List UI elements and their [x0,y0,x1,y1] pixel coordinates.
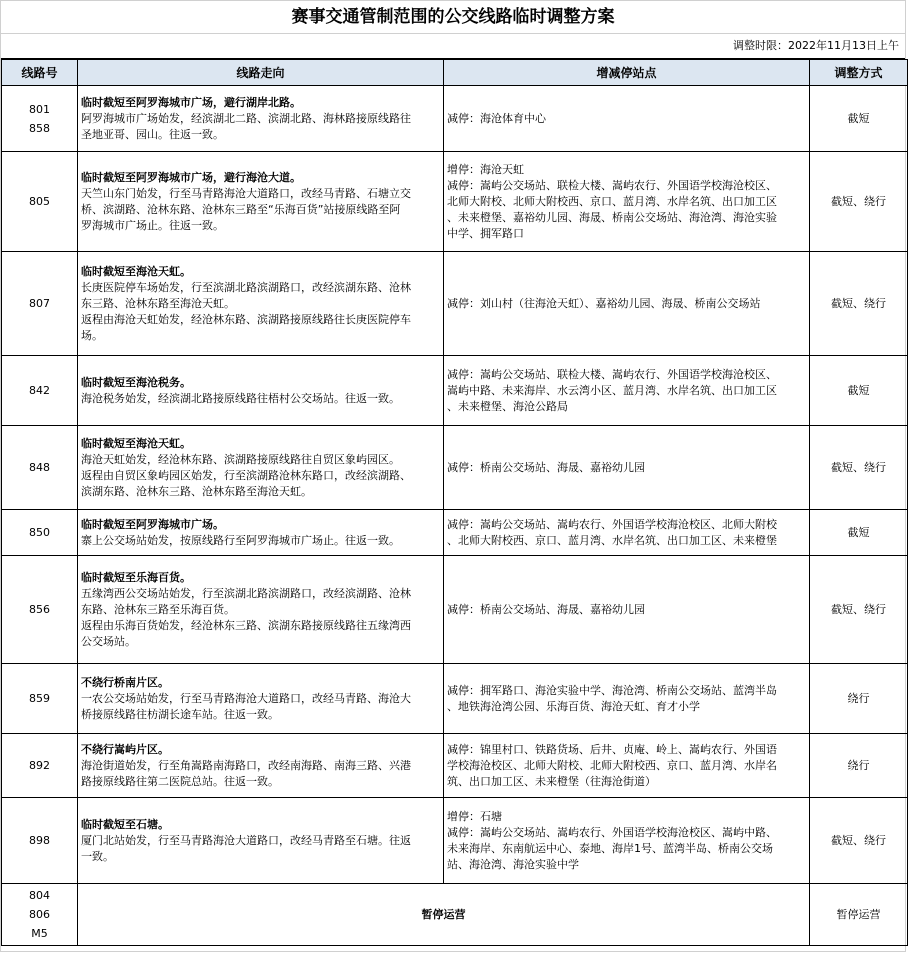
route-line: 桥接原线路往枋湖长途车站。往返一致。 [81,707,279,721]
table-row [2,664,908,734]
line-no: 804 [29,889,50,902]
stops-line: 减停：嵩屿公交场站、嵩屿农行、外国语学校海沧校区、嵩屿中路、 [447,825,777,839]
line-no-cell [2,884,78,946]
route-line: 路接原线路往第二医院总站。往返一致。 [81,774,279,788]
route-heading: 临时截短至阿罗海城市广场。 [81,517,224,531]
method-cell: 截短 [810,356,908,426]
table-header-row [2,60,908,86]
route-heading: 临时截短至石塘。 [81,817,169,831]
route-cell [78,664,444,734]
route-line: 返程由自贸区象屿园区始发，行至滨湖路沧林东路口，改经滨湖路、 [81,468,411,482]
route-line: 一致。 [81,849,114,863]
method-cell: 截短 [810,86,908,152]
stops-cell [444,798,810,884]
line-no-cell [2,798,78,884]
route-line: 一农公交场站始发，行至马青路海沧大道路口，改经马青路、海沧大 [81,691,411,705]
route-line: 场。 [81,328,103,342]
route-line: 海沧税务始发，经滨湖北路接原线路往梧村公交场站。往返一致。 [81,391,400,405]
route-line: 圣地亚哥、园山。往返一致。 [81,127,224,141]
line-no-cell [2,556,78,664]
route-table [1,59,908,946]
stops-cell [444,152,810,252]
line-no-cell [2,252,78,356]
route-cell [78,556,444,664]
route-cell [78,86,444,152]
table-row [2,510,908,556]
method-cell: 截短、绕行 [810,426,908,510]
route-cell [78,152,444,252]
line-no: 807 [29,297,50,310]
header-line-no: 线路号 [2,60,78,86]
route-line: 返程由乐海百货始发，经沧林东三路、滨湖东路接原线路往五缘湾西 [81,618,411,632]
line-no: 801 [29,102,50,116]
line-no: 856 [29,603,50,616]
route-heading: 临时截短至海沧天虹。 [81,264,191,278]
table-row [2,86,908,152]
route-line: 返程由海沧天虹始发，经沧林东路、滨湖路接原线路往长庚医院停车 [81,312,411,326]
stops-line: 北师大附校、北师大附校西、京口、蓝月湾、水岸名筑、出口加工区 [447,194,777,208]
route-line: 寨上公交场站始发，按原线路行至阿罗海城市广场止。往返一致。 [81,533,400,547]
route-cell [78,798,444,884]
route-line: 厦门北站始发，行至马青路海沧大道路口，改经马青路至石塘。往返 [81,833,411,847]
route-heading: 临时截短至阿罗海城市广场，避行海沧大道。 [81,170,301,184]
route-heading: 临时截短至海沧天虹。 [81,436,191,450]
line-no: 842 [29,384,50,397]
table-row [2,426,908,510]
stops-cell [444,86,810,152]
stops-line: 中学、拥军路口 [447,226,524,240]
route-line: 海沧天虹始发，经沧林东路、滨湖路接原线路往自贸区象屿园区。 [81,452,400,466]
table-row [2,556,908,664]
route-line: 五缘湾西公交场站始发，行至滨湖北路滨湖路口，改经滨湖路、沧林 [81,586,411,600]
table-body [2,86,908,946]
route-line: 罗海城市广场止。往返一致。 [81,218,224,232]
line-no: 806 [29,908,50,921]
stops-line: 、未来橙堡、嘉裕幼儿园、海晟、桥南公交场站、海沧湾、海沧实验 [447,210,777,224]
header-method: 调整方式 [810,60,908,86]
table-row [2,734,908,798]
line-no-cell [2,356,78,426]
stops-cell [444,426,810,510]
page-title: 赛事交通管制范围的公交线路临时调整方案 [1,1,905,34]
route-line: 滨湖东路、沧林东三路、沧林东路至海沧天虹。 [81,484,312,498]
stops-line: 、地铁海沧湾公园、乐海百货、海沧天虹、育才小学 [447,699,700,713]
table-row [2,798,908,884]
route-line: 东路、沧林东三路至乐海百货。 [81,602,235,616]
method-cell: 截短、绕行 [810,152,908,252]
line-no-cell [2,664,78,734]
route-line: 海沧街道始发，行至角嵩路南海路口，改经南海路、南海三路、兴港 [81,758,411,772]
line-no: 859 [29,692,50,705]
stops-line: 减停：嵩屿公交场站、嵩屿农行、外国语学校海沧校区、北师大附校 [447,517,777,531]
route-heading: 不绕行桥南片区。 [81,675,169,689]
method-cell: 绕行 [810,664,908,734]
line-no-cell [2,152,78,252]
route-line: 长庚医院停车场始发，行至滨湖北路滨湖路口，改经滨湖东路、沧林 [81,280,411,294]
table-row [2,356,908,426]
table-row-suspend [2,884,908,946]
suspend-cell: 暂停运营 [78,884,810,946]
header-stops: 增减停站点 [444,60,810,86]
stops-line: 减停：桥南公交场站、海晟、嘉裕幼儿园 [447,602,645,616]
route-heading: 临时截短至阿罗海城市广场，避行湖岸北路。 [81,95,301,109]
stops-cell [444,252,810,356]
stops-line: 站、海沧湾、海沧实验中学 [447,857,579,871]
route-line: 天竺山东门始发，行至马青路海沧大道路口，改经马青路、石塘立交 [81,186,411,200]
method-cell: 截短、绕行 [810,556,908,664]
stops-line: 减停：拥军路口、海沧实验中学、海沧湾、桥南公交场站、蓝湾半岛 [447,683,777,697]
stops-cell [444,664,810,734]
line-no: M5 [31,927,48,940]
route-line: 公交场站。 [81,634,136,648]
stops-line: 、北师大附校西、京口、蓝月湾、水岸名筑、出口加工区、未来橙堡 [447,533,777,547]
stops-line: 增停：海沧天虹 [447,162,524,176]
line-no: 892 [29,759,50,772]
stops-line: 减停：锦里村口、铁路货场、后井、贞庵、岭上、嵩屿农行、外国语 [447,742,777,756]
method-cell: 绕行 [810,734,908,798]
stops-cell [444,510,810,556]
route-cell [78,426,444,510]
method-cell: 截短、绕行 [810,798,908,884]
stops-line: 减停：海沧体育中心 [447,111,546,125]
route-cell [78,510,444,556]
route-heading: 临时截短至海沧税务。 [81,375,191,389]
line-no: 858 [29,121,50,135]
table-row [2,252,908,356]
line-no-cell [2,426,78,510]
header-route: 线路走向 [78,60,444,86]
method-cell: 截短 [810,510,908,556]
line-no: 850 [29,526,50,539]
route-heading: 临时截短至乐海百货。 [81,570,191,584]
line-no-cell [2,734,78,798]
stops-line: 学校海沧校区、北师大附校、北师大附校西、京口、蓝月湾、水岸名 [447,758,777,772]
table-row [2,152,908,252]
method-cell: 截短、绕行 [810,252,908,356]
route-cell [78,252,444,356]
stops-line: 筑、出口加工区、未来橙堡（往海沧街道） [447,774,656,788]
stops-line: 减停：嵩屿公交场站、联检大楼、嵩屿农行、外国语学校海沧校区、 [447,178,777,192]
route-cell [78,356,444,426]
stops-line: 减停：桥南公交场站、海晟、嘉裕幼儿园 [447,460,645,474]
line-no: 848 [29,461,50,474]
stops-line: 、未来橙堡、海沧公路局 [447,399,568,413]
route-cell [78,734,444,798]
line-no-cell [2,510,78,556]
route-line: 东三路、沧林东路至海沧天虹。 [81,296,235,310]
route-line: 阿罗海城市广场始发，经滨湖北二路、滨湖北路、海林路接原线路往 [81,111,411,125]
stops-cell [444,556,810,664]
stops-cell [444,734,810,798]
stops-line: 减停：刘山村（往海沧天虹）、嘉裕幼儿园、海晟、桥南公交场站 [447,296,761,310]
line-no-cell [2,86,78,152]
route-line: 桥、滨湖路、沧林东路、沧林东三路至“乐海百货”站接原线路至阿 [81,202,401,216]
line-no: 898 [29,834,50,847]
stops-line: 未来海岸、东南航运中心、泰地、海岸1号、蓝湾半岛、桥南公交场 [447,841,773,855]
stops-line: 嵩屿中路、未来海岸、水云湾小区、蓝月湾、水岸名筑、出口加工区 [447,383,777,397]
stops-line: 减停：嵩屿公交场站、联检大楼、嵩屿农行、外国语学校海沧校区、 [447,367,777,381]
adjust-time: 调整时限：2022年11月13日上午 [1,34,905,59]
stops-line: 增停：石塘 [447,809,502,823]
route-heading: 不绕行嵩屿片区。 [81,742,169,756]
line-no: 805 [29,195,50,208]
stops-cell [444,356,810,426]
method-cell: 暂停运营 [810,884,908,946]
